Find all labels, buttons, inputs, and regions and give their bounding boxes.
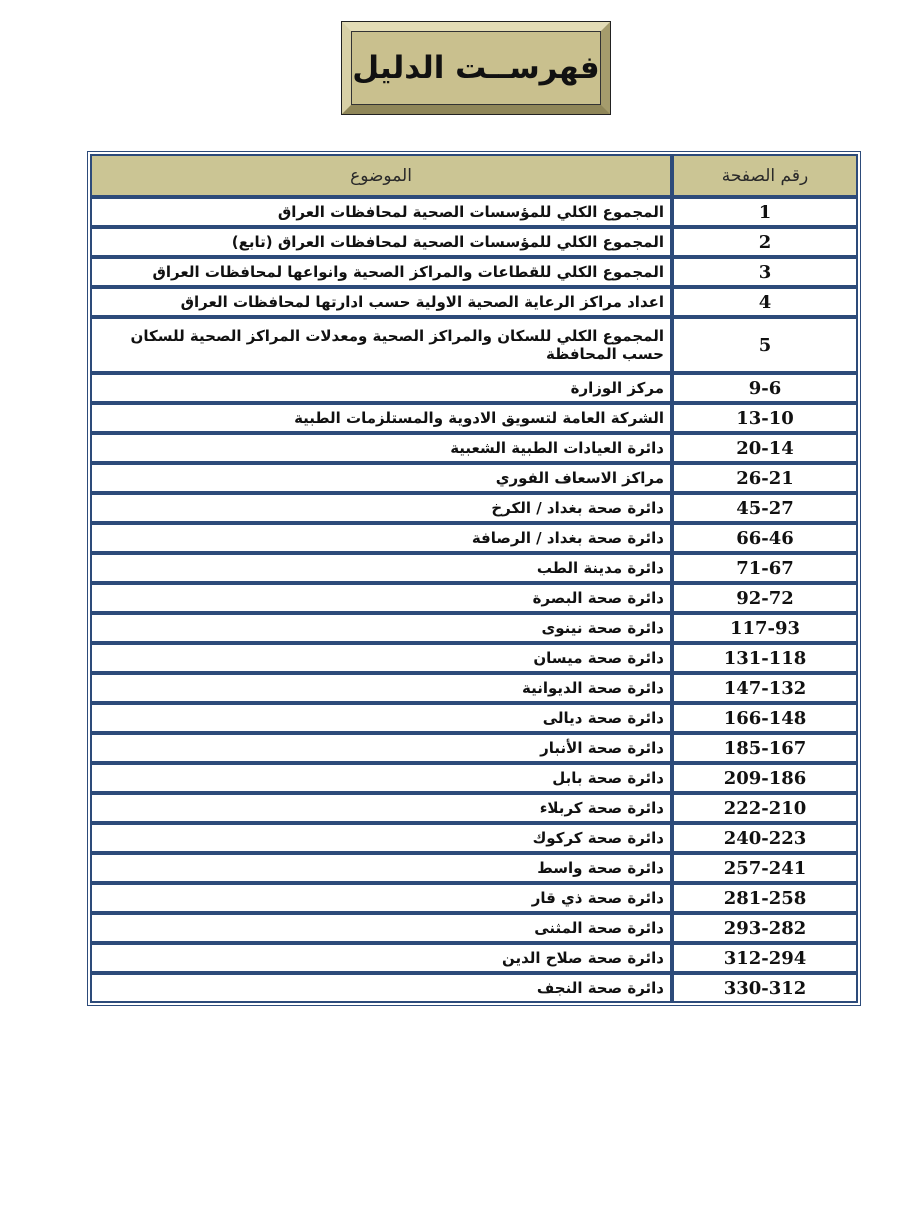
topic-cell: دائرة صحة واسط (90, 853, 672, 883)
header-topic: الموضوع (90, 154, 672, 197)
table-row (90, 943, 858, 973)
topic-cell: دائرة صحة بابل (90, 763, 672, 793)
table-row (90, 463, 858, 493)
table-row (90, 853, 858, 883)
page-number-cell: 71-67 (672, 553, 858, 583)
table-row (90, 733, 858, 763)
table-row (90, 403, 858, 433)
page-number-cell: 147-132 (672, 673, 858, 703)
table-row (90, 763, 858, 793)
topic-cell: اعداد مراكز الرعاية الصحية الاولية حسب ادارتها لمحافظات العراق (90, 287, 672, 317)
topic-cell: دائرة صحة ميسان (90, 643, 672, 673)
page-title: فهرســت الدليل (352, 50, 600, 86)
table-row (90, 287, 858, 317)
table-row (90, 913, 858, 943)
topic-cell: مركز الوزارة (90, 373, 672, 403)
topic-cell: دائرة صحة ذي قار (90, 883, 672, 913)
topic-cell: المجموع الكلي للمؤسسات الصحية لمحافظات العراق (تابع) (90, 227, 672, 257)
table-row (90, 613, 858, 643)
topic-cell: دائرة صحة البصرة (90, 583, 672, 613)
page-number-cell: 117-93 (672, 613, 858, 643)
page-number-cell: 222-210 (672, 793, 858, 823)
page-number-cell: 281-258 (672, 883, 858, 913)
page-number-cell: 257-241 (672, 853, 858, 883)
topic-cell: دائرة صحة النجف (90, 973, 672, 1003)
table-row (90, 703, 858, 733)
table-row (90, 553, 858, 583)
table-row (90, 883, 858, 913)
topic-cell: دائرة صحة نينوى (90, 613, 672, 643)
page-number-cell: 26-21 (672, 463, 858, 493)
page-number-cell: 293-282 (672, 913, 858, 943)
table-row (90, 317, 858, 373)
topic-cell: دائرة العيادات الطبية الشعبية (90, 433, 672, 463)
topic-cell: دائرة صحة الأنبار (90, 733, 672, 763)
page-number-cell: 92-72 (672, 583, 858, 613)
page-number-cell: 330-312 (672, 973, 858, 1003)
page-number-cell: 185-167 (672, 733, 858, 763)
table-row (90, 373, 858, 403)
topic-cell: دائرة صحة كركوك (90, 823, 672, 853)
table-row (90, 493, 858, 523)
page-number-cell: 131-118 (672, 643, 858, 673)
topic-cell: المجموع الكلي للقطاعات والمراكز الصحية وانواعها لمحافظات العراق (90, 257, 672, 287)
page-number-cell: 66-46 (672, 523, 858, 553)
page-number-cell: 13-10 (672, 403, 858, 433)
table-row (90, 793, 858, 823)
topic-cell: المجموع الكلي للسكان والمراكز الصحية ومعدلات المراكز الصحية للسكان حسب المحافظة (90, 317, 672, 373)
table-row (90, 973, 858, 1003)
page-number-cell: 2 (672, 227, 858, 257)
page-number-cell: 1 (672, 197, 858, 227)
topic-cell: الشركة العامة لتسويق الادوية والمستلزمات الطبية (90, 403, 672, 433)
page-number-cell: 9-6 (672, 373, 858, 403)
index-table (90, 154, 858, 1003)
table-row (90, 523, 858, 553)
topic-cell: دائرة صحة بغداد / الكرخ (90, 493, 672, 523)
topic-cell: المجموع الكلي للمؤسسات الصحية لمحافظات العراق (90, 197, 672, 227)
topic-cell: دائرة صحة المثنى (90, 913, 672, 943)
page-number-cell: 3 (672, 257, 858, 287)
table-row (90, 433, 858, 463)
topic-cell: دائرة صحة صلاح الدين (90, 943, 672, 973)
table-row (90, 227, 858, 257)
title-plaque (341, 21, 611, 115)
page-number-cell: 20-14 (672, 433, 858, 463)
topic-cell: دائرة صحة الديوانية (90, 673, 672, 703)
table-row (90, 823, 858, 853)
page-number-cell: 312-294 (672, 943, 858, 973)
page-number-cell: 166-148 (672, 703, 858, 733)
page-number-cell: 4 (672, 287, 858, 317)
topic-cell: مراكز الاسعاف الفوري (90, 463, 672, 493)
table-row (90, 643, 858, 673)
header-page-number: رقم الصفحة (672, 154, 858, 197)
table-row (90, 583, 858, 613)
topic-cell: دائرة صحة بغداد / الرصافة (90, 523, 672, 553)
table-row (90, 673, 858, 703)
index-table-frame (87, 151, 861, 1006)
table-header-row (90, 154, 858, 197)
page-number-cell: 209-186 (672, 763, 858, 793)
table-row (90, 197, 858, 227)
page-number-cell: 5 (672, 317, 858, 373)
page-number-cell: 45-27 (672, 493, 858, 523)
topic-cell: دائرة مدينة الطب (90, 553, 672, 583)
table-row (90, 257, 858, 287)
topic-cell: دائرة صحة كربلاء (90, 793, 672, 823)
topic-cell: دائرة صحة ديالى (90, 703, 672, 733)
page-number-cell: 240-223 (672, 823, 858, 853)
title-inner (351, 31, 601, 105)
